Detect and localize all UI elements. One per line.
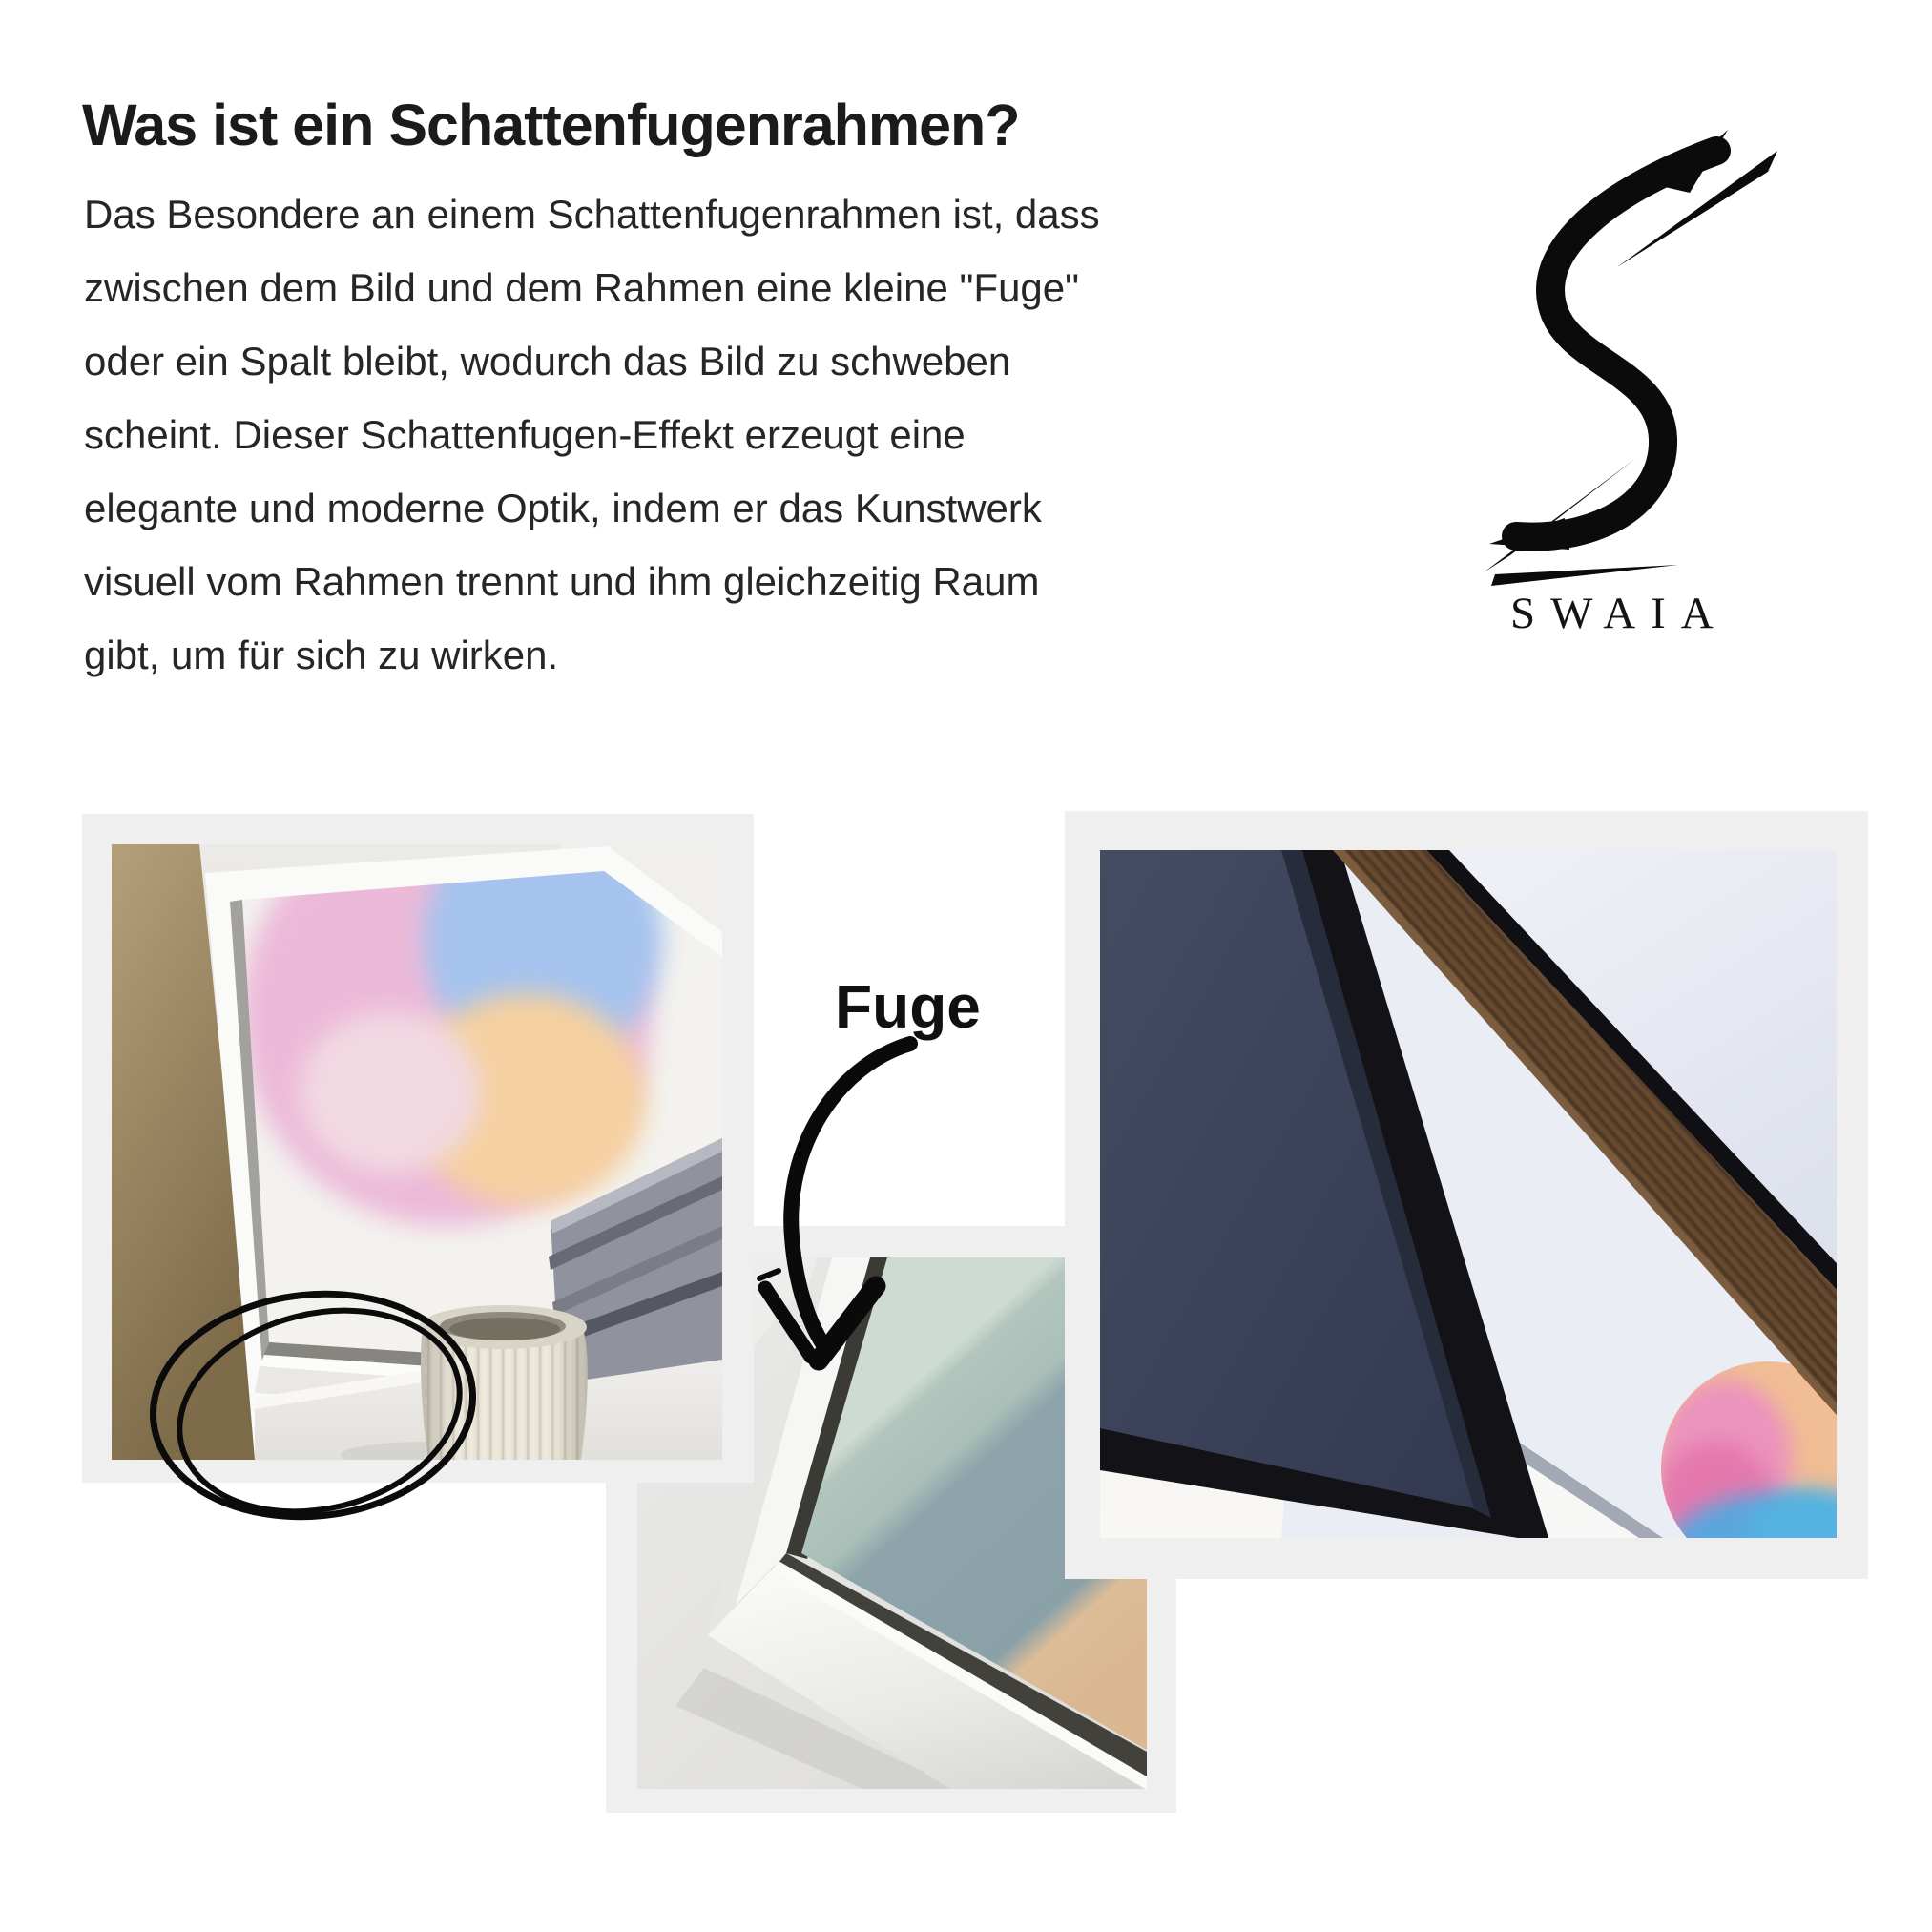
- s-logo-main-stroke: [1516, 151, 1716, 537]
- body-text-line: oder ein Spalt bleibt, wodurch das Bild zu schweben: [84, 339, 1011, 384]
- swaia-logo-icon: [1474, 113, 1789, 590]
- body-text: [84, 177, 1100, 692]
- body-text-line: zwischen dem Bild und dem Rahmen eine kleine "Fuge": [84, 265, 1080, 310]
- body-text-line: Das Besondere an einem Schattenfugenrahmen ist, dass: [84, 192, 1100, 237]
- photo-card-right: [1065, 811, 1868, 1579]
- page-title: Was ist ein Schattenfugenrahmen?: [82, 93, 1020, 157]
- right-photo-three-frames: [1100, 850, 1837, 1538]
- body-text-line: scheint. Dieser Schattenfugen-Effekt erzeugt eine: [84, 412, 966, 457]
- brand-name: SWAIA: [1510, 589, 1729, 638]
- body-text-line: gibt, um für sich zu wirken.: [84, 633, 559, 677]
- brush-arrow-icon: [746, 1032, 956, 1385]
- fuge-label: Fuge: [835, 972, 981, 1041]
- body-text-line: visuell vom Rahmen trennt und ihm gleichzeitig Raum: [84, 559, 1040, 604]
- body-text-line: elegante und moderne Optik, indem er das Kunstwerk: [84, 486, 1042, 530]
- hand-drawn-circle-icon: [132, 1267, 504, 1553]
- s-logo-underline-flourish: [1491, 565, 1678, 586]
